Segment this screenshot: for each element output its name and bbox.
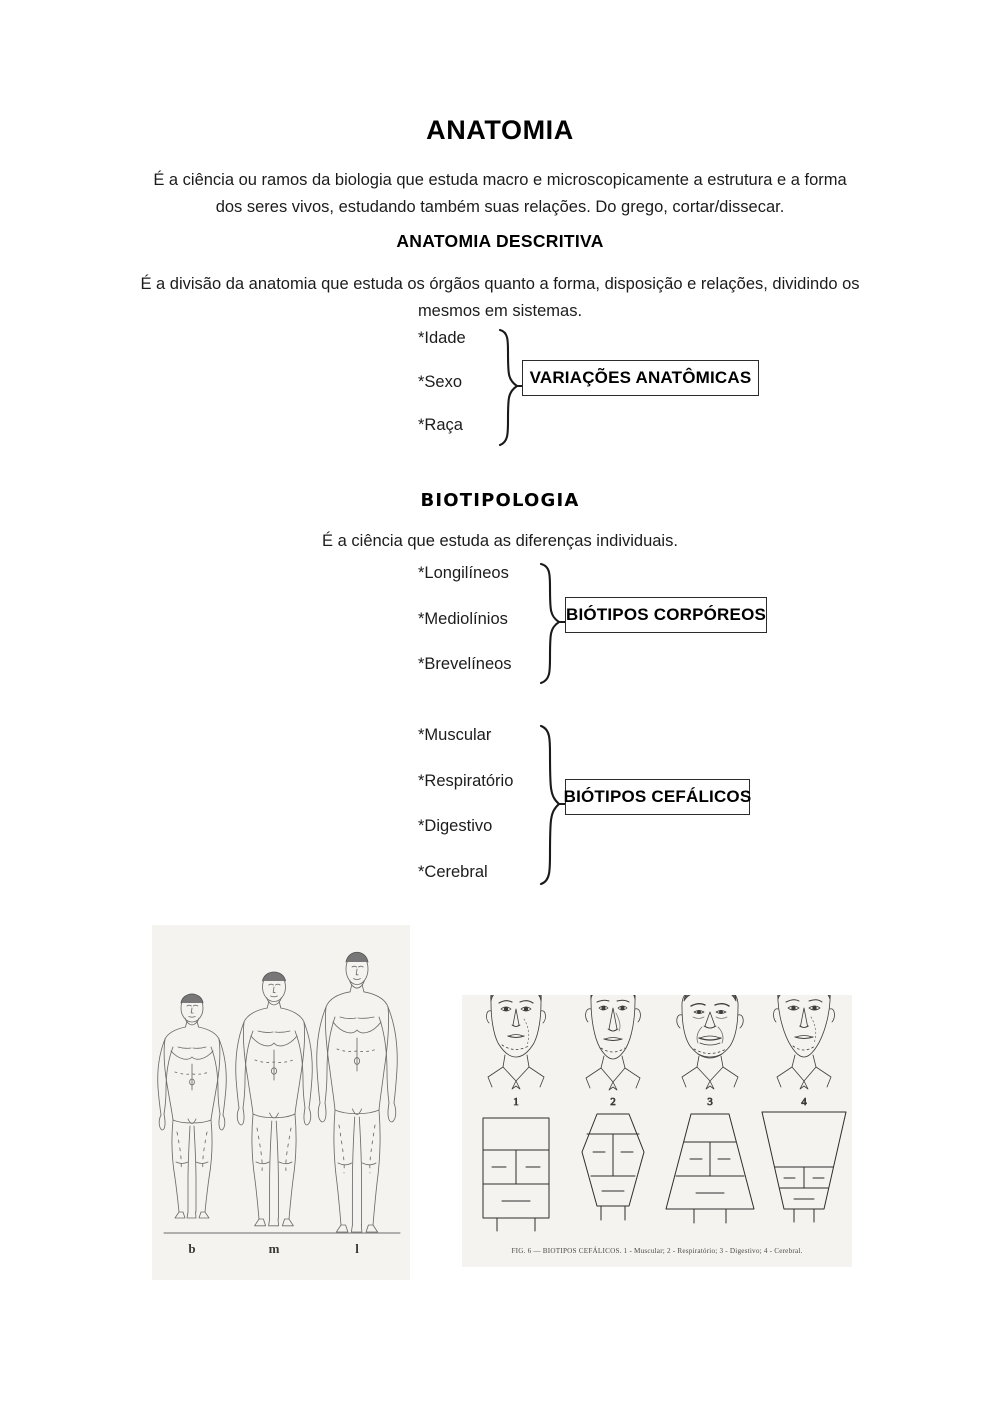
- biotipos-cefalicos-item-list: [418, 727, 513, 909]
- list-item: *Longilíneos: [418, 564, 509, 582]
- cephalic-number-3: 3: [707, 1096, 713, 1108]
- callout-label: BIÓTIPOS CEFÁLICOS: [563, 787, 752, 806]
- list-item: *Raça: [418, 416, 463, 434]
- body-type-label-l: l: [355, 1241, 359, 1256]
- list-item: *Sexo: [418, 372, 463, 391]
- body-type-label-m: m: [268, 1241, 280, 1256]
- list-item: *Muscular: [418, 726, 492, 744]
- list-item: *Cerebral: [418, 862, 488, 881]
- list-item: *Respiratório: [418, 771, 514, 790]
- group-biotipos-corporeos: [418, 565, 778, 685]
- cephalic-number-2: 2: [610, 1096, 616, 1108]
- biotipologia-paragraph: É a ciência que estuda as diferenças individuais.: [322, 532, 678, 550]
- list-item: *Digestivo: [418, 817, 493, 835]
- cephalic-number-1: 1: [513, 1096, 519, 1108]
- variacoes-item-list: [418, 330, 466, 461]
- cephalic-number-4: 4: [801, 1096, 807, 1108]
- list-item: *Idade: [418, 329, 466, 347]
- figure-cephalic-types: [462, 995, 852, 1267]
- page-title: ANATOMIA: [426, 115, 574, 145]
- group-variacoes-anatomicas: [418, 330, 758, 448]
- callout-label: BIÓTIPOS CORPÓREOS: [565, 605, 767, 624]
- section-heading-anatomia-descritiva: ANATOMIA DESCRITIVA: [396, 231, 604, 251]
- callout-box-variacoes-anatomicas: [522, 360, 759, 396]
- callout-box-biotipos-cefalicos: [565, 779, 750, 815]
- callout-label: VARIAÇÕES ANATÔMICAS: [529, 368, 752, 387]
- list-item: *Mediolínios: [418, 609, 508, 628]
- callout-box-biotipos-corporeos: [565, 597, 767, 633]
- curly-brace-icon: [531, 562, 569, 686]
- anatomia-descritiva-paragraph: É a divisão da anatomia que estuda os órgãos quanto a forma, disposição e relações, dividindo os mesmos em sistemas.: [140, 275, 860, 320]
- list-item: *Brevelíneos: [418, 655, 512, 673]
- curly-brace-icon: [490, 328, 526, 448]
- group-biotipos-cefalicos: [418, 727, 778, 882]
- biotipos-corporeos-item-list: [418, 565, 512, 702]
- figure-caption: FIG. 6 — BIOTIPOS CEFÁLICOS. 1 - Muscular; 2 - Respiratório; 3 - Digestivo; 4 - Cerebral.: [511, 1247, 803, 1255]
- body-type-label-b: b: [188, 1241, 196, 1256]
- figure-body-types: [152, 925, 410, 1280]
- intro-paragraph: É a ciência ou ramos da biologia que estuda macro e microscopicamente a estrutura e a forma dos seres vivos, estudando também suas relações. Do grego, cortar/dissecar.: [153, 171, 847, 216]
- section-heading-biotipologia: BIOTIPOLOGIA: [420, 490, 580, 511]
